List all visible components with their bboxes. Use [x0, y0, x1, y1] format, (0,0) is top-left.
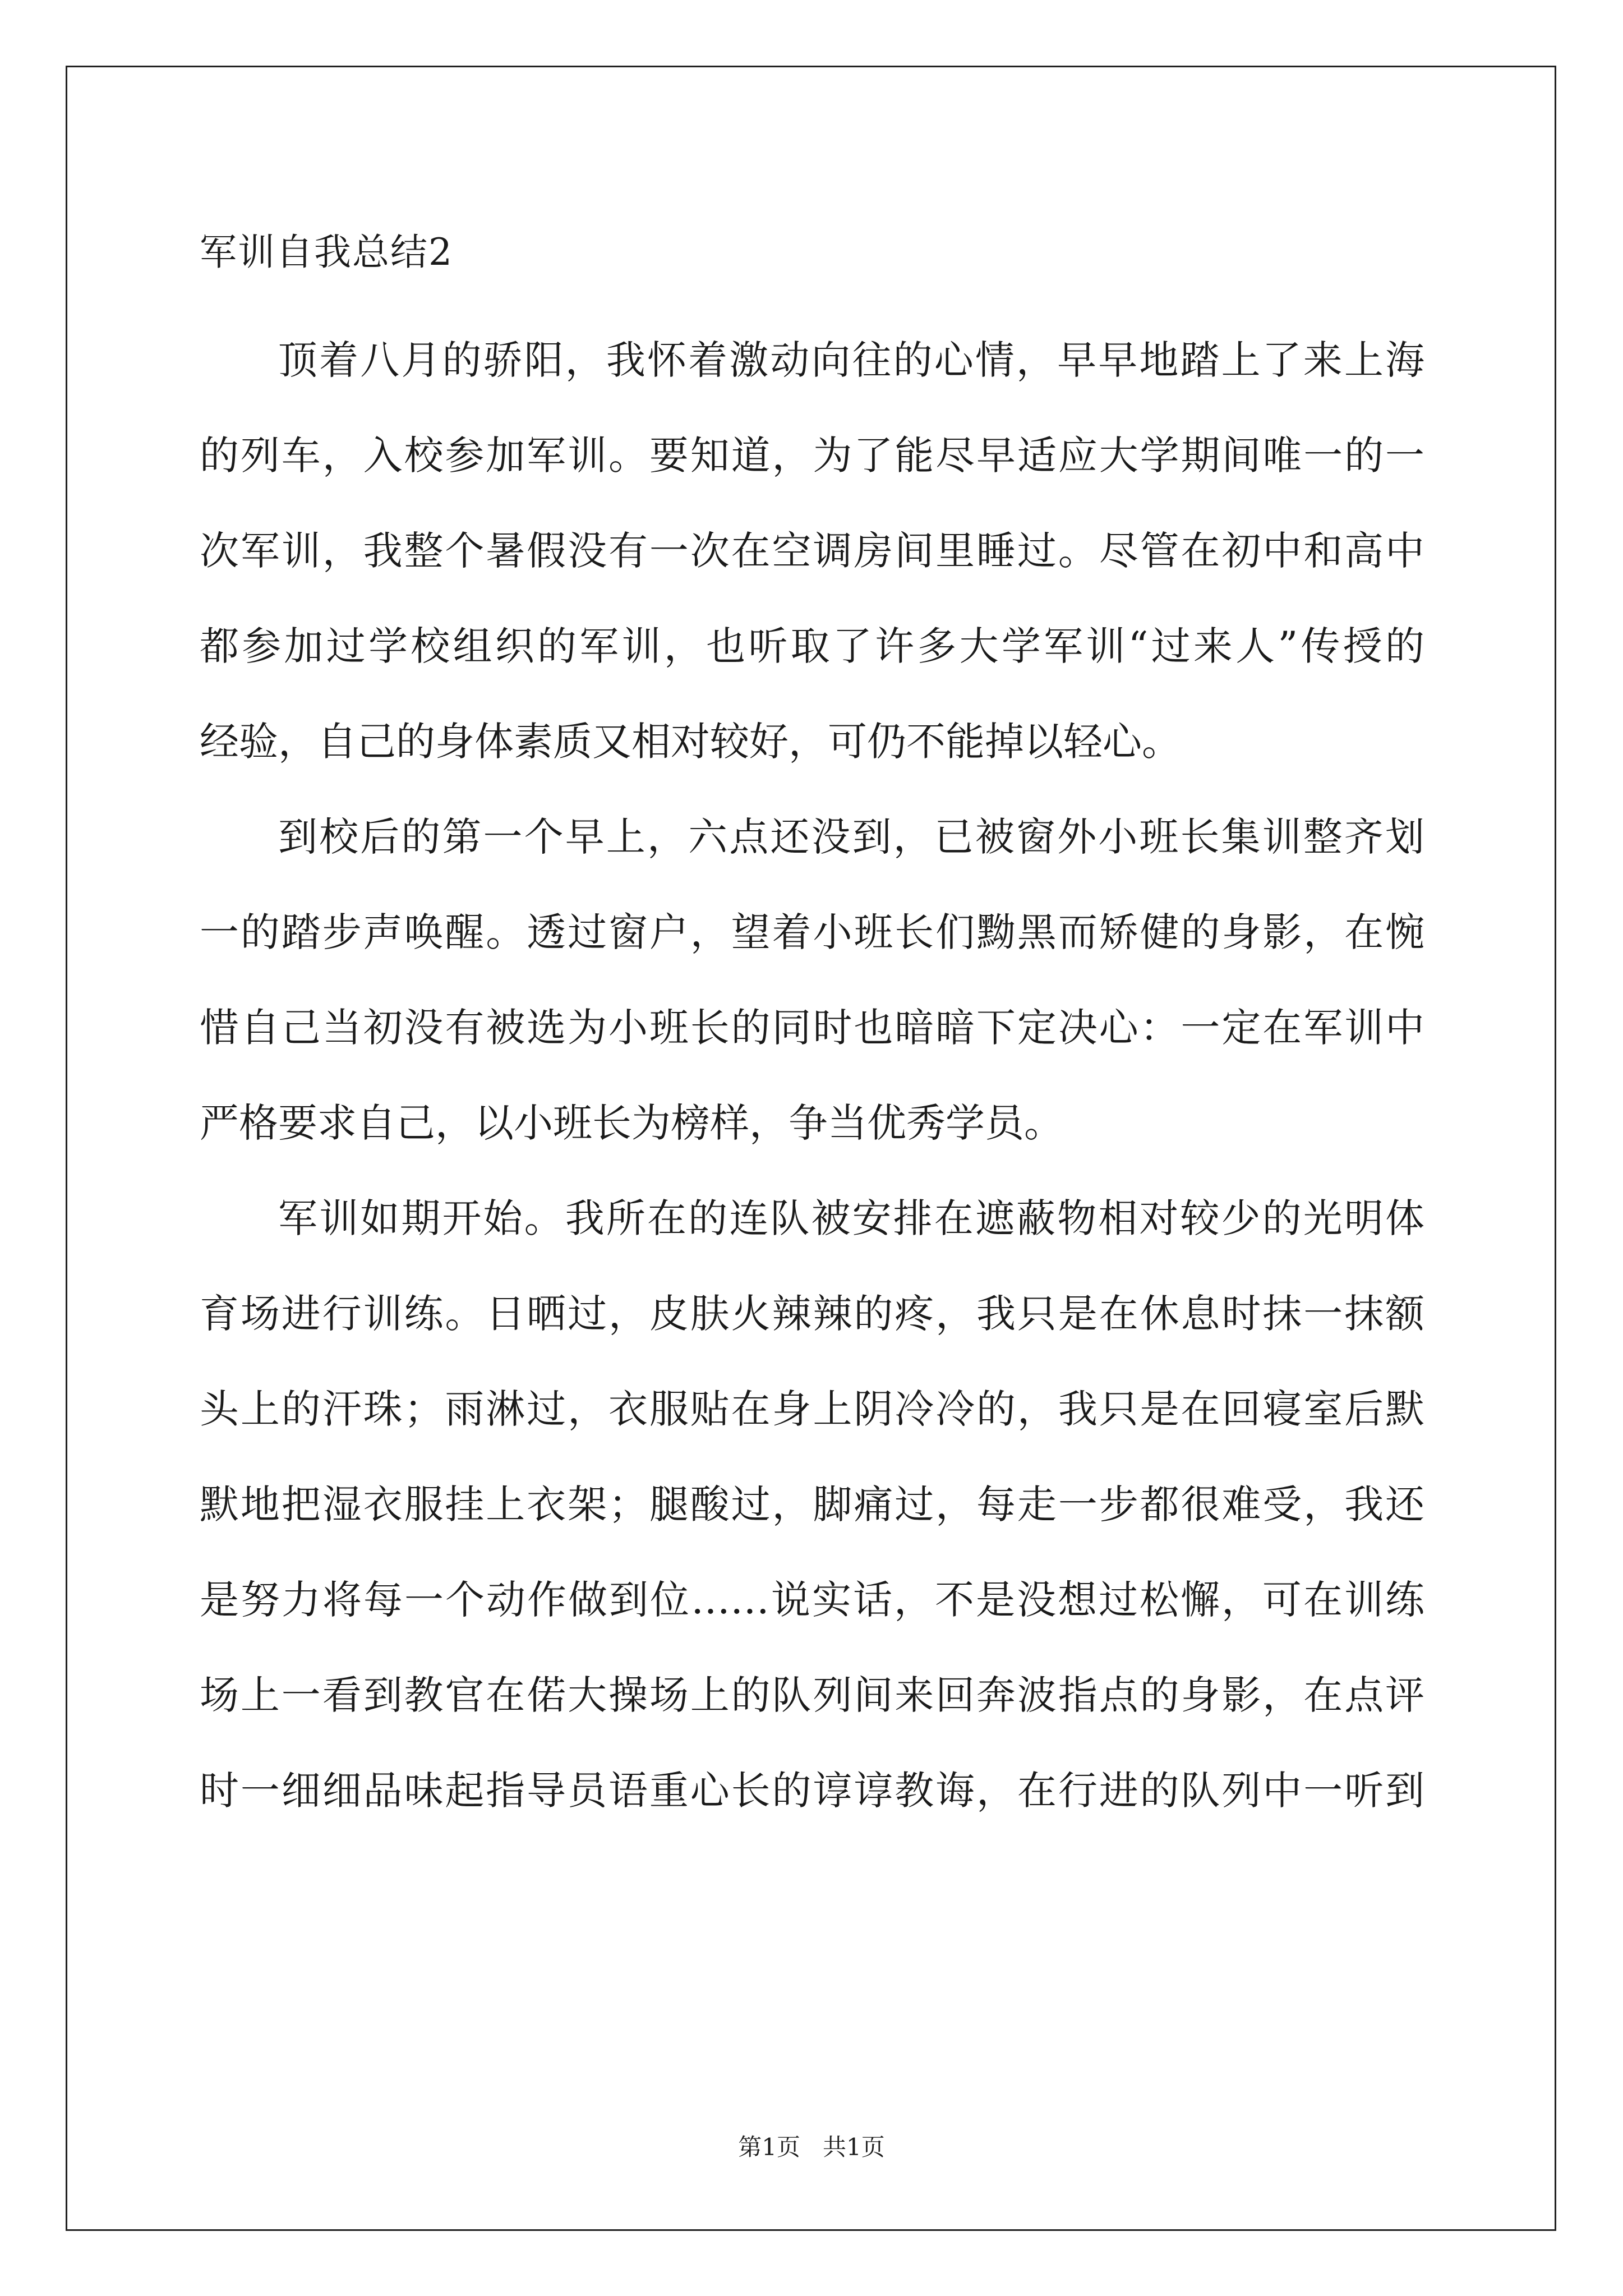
- paragraph-3-line-7: 时一细细品味起指导员语重心长的谆谆教诲，在行进的队列中一听到: [200, 1768, 1424, 1814]
- paragraph-2-line-2: 一的踏步声唤醒。透过窗户，望着小班长们黝黑而矫健的身影，在惋: [200, 909, 1424, 955]
- paragraph-1-line-1: 顶着八月的骄阳，我怀着激动向往的心情，早早地踏上了来上海: [278, 337, 1424, 383]
- paragraph-3-line-4: 默地把湿衣服挂上衣架；腿酸过，脚痛过，每走一步都很难受，我还: [200, 1481, 1424, 1527]
- paragraph-2-line-1: 到校后的第一个早上，六点还没到，已被窗外小班长集训整齐划: [278, 814, 1424, 860]
- paragraph-2-line-4: 严格要求自己，以小班长为榜样，争当优秀学员。: [200, 1100, 1063, 1146]
- paragraph-1-line-5: 经验，自己的身体素质又相对较好，可仍不能掉以轻心。: [200, 719, 1181, 765]
- page-footer: 第1页 共1页: [738, 2133, 885, 2161]
- paragraph-3-line-3: 头上的汗珠；雨淋过，衣服贴在身上阴冷冷的，我只是在回寝室后默: [200, 1386, 1424, 1432]
- paragraph-1-line-4: 都参加过学校组织的军训，也听取了许多大学军训“过来人”传授的: [200, 623, 1424, 669]
- paragraph-3-line-2: 育场进行训练。日晒过，皮肤火辣辣的疼，我只是在休息时抹一抹额: [200, 1291, 1424, 1337]
- document-title: 军训自我总结2: [200, 231, 453, 274]
- paragraph-3-line-5: 是努力将每一个动作做到位……说实话，不是没想过松懈，可在训练: [200, 1577, 1424, 1623]
- paragraph-1-line-3: 次军训，我整个暑假没有一次在空调房间里睡过。尽管在初中和高中: [200, 528, 1424, 574]
- paragraph-2-line-3: 惜自己当初没有被选为小班长的同时也暗暗下定决心：一定在军训中: [200, 1005, 1424, 1051]
- paragraph-3-line-6: 场上一看到教官在偌大操场上的队列间来回奔波指点的身影，在点评: [200, 1672, 1424, 1718]
- paragraph-3-line-1: 军训如期开始。我所在的连队被安排在遮蔽物相对较少的光明体: [278, 1195, 1424, 1241]
- paragraph-1-line-2: 的列车，入校参加军训。要知道，为了能尽早适应大学期间唯一的一: [200, 432, 1424, 478]
